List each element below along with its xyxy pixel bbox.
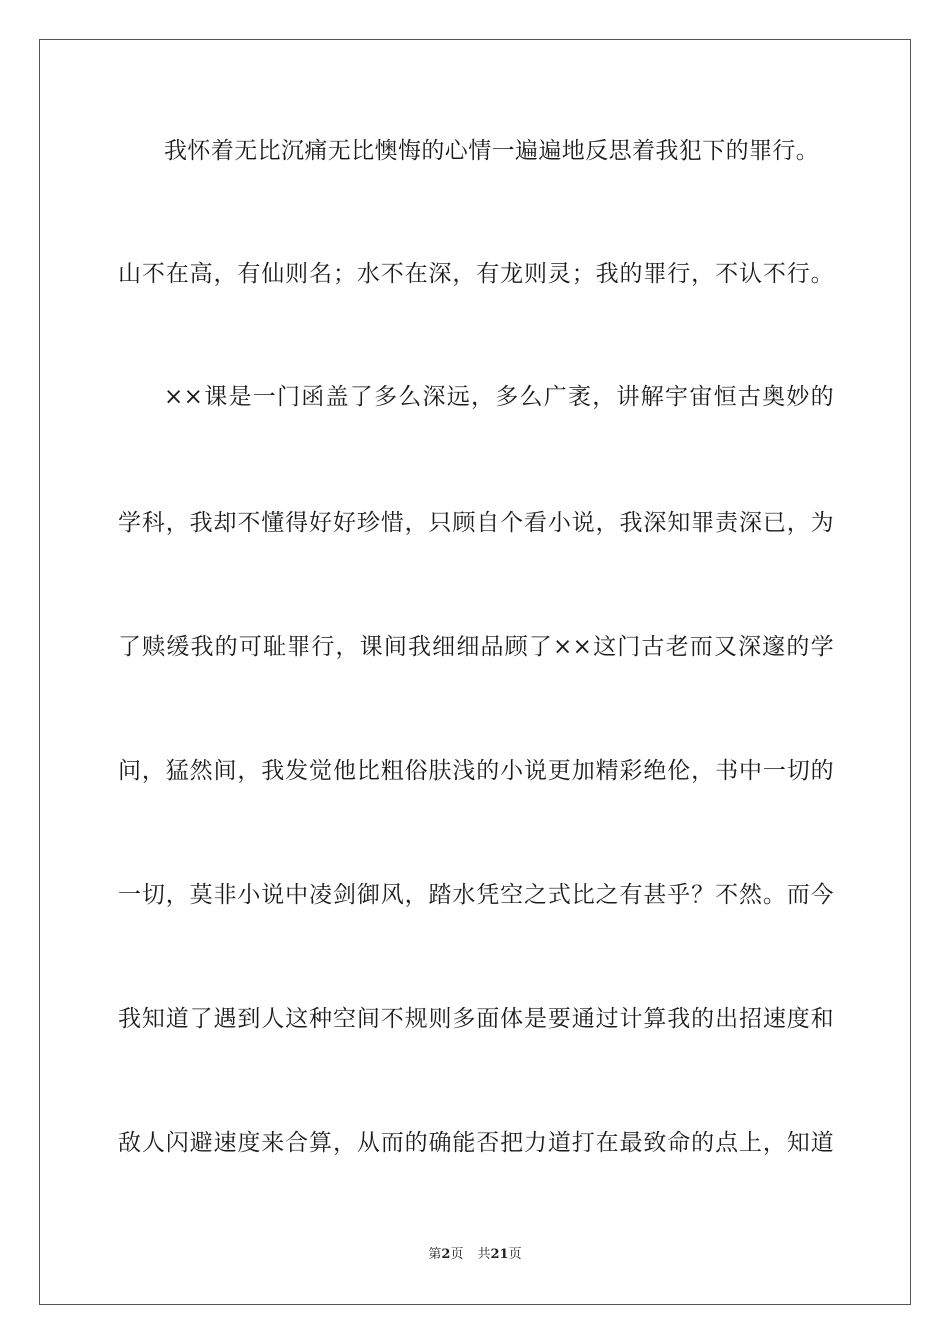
total-pages-label: 共21页 bbox=[477, 1247, 522, 1262]
paragraph-line-7: 一切，莫非小说中凌剑御风，踏水凭空之式比之有甚乎？不然。而今 bbox=[118, 882, 834, 908]
page-frame bbox=[39, 39, 911, 1305]
page-number-label: 第2页 bbox=[428, 1247, 464, 1262]
paragraph-line-2: 山不在高，有仙则名；水不在深，有龙则灵；我的罪行，不认不行。 bbox=[118, 261, 834, 287]
paragraph-line-8: 我知道了遇到人这种空间不规则多面体是要通过计算我的出招速度和 bbox=[118, 1006, 834, 1032]
paragraph-line-5: 了赎缓我的可耻罪行，课间我细细品顾了××这门古老而又深邃的学 bbox=[118, 634, 834, 660]
paragraph-line-4: 学科，我却不懂得好好珍惜，只顾自个看小说，我深知罪责深已，为 bbox=[118, 510, 834, 536]
paragraph-line-3: ××课是一门函盖了多么深远，多么广袤，讲解宇宙恒古奥妙的 bbox=[164, 384, 834, 410]
paragraph-line-6: 问，猛然间，我发觉他比粗俗肤浅的小说更加精彩绝伦，书中一切的 bbox=[118, 758, 834, 784]
paragraph-line-1: 我怀着无比沉痛无比懊悔的心情一遍遍地反思着我犯下的罪行。 bbox=[164, 138, 820, 164]
paragraph-line-9: 敌人闪避速度来合算，从而的确能否把力道打在最致命的点上，知道 bbox=[118, 1130, 834, 1156]
page-footer bbox=[0, 1246, 950, 1264]
